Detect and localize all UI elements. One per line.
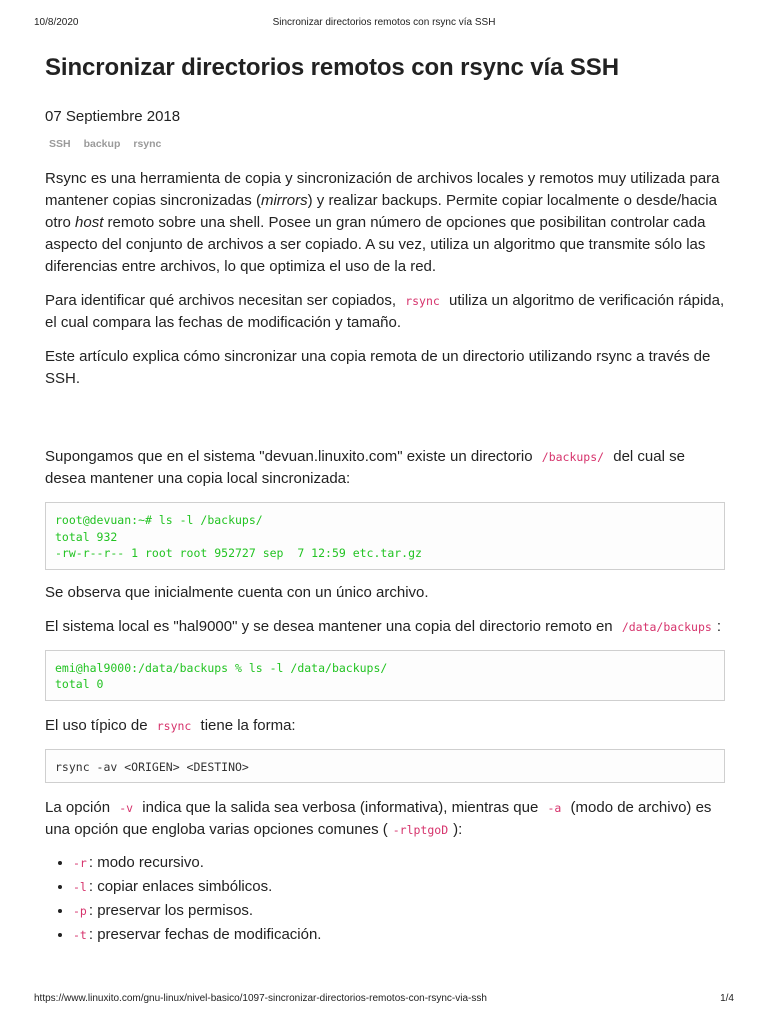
code-block-local-listing: emi@hal9000:/data/backups % ls -l /data/backups/ total 0 — [45, 650, 725, 701]
code-block-usage: rsync -av <ORIGEN> <DESTINO> — [45, 749, 725, 784]
paragraph-single-file: Se observa que inicialmente cuenta con un único archivo. — [45, 583, 429, 601]
inline-code-rsync-usage: rsync — [156, 718, 192, 733]
print-date: 10/8/2020 — [34, 17, 79, 28]
emphasis-mirrors: mirrors — [260, 192, 308, 209]
code-block-remote-listing: root@devuan:~# ls -l /backups/ total 932 -rw-r--r-- 1 root root 952727 sep 7 12:59 etc.tar.gz — [45, 502, 725, 570]
tag-backup[interactable]: backup — [83, 138, 121, 150]
inline-code-backups: /backups/ — [541, 450, 605, 464]
list-item: • -p : preservar los permisos. — [73, 899, 725, 923]
paragraph-local-system: El sistema local es "hal9000" y se desea mantener una copia del directorio remoto en /data/backups : — [45, 617, 721, 635]
list-item: • -t : preservar fechas de modificación. — [73, 923, 725, 947]
inline-code-rsync: rsync — [405, 294, 440, 308]
inline-code-rlptgod: -rlptgoD — [392, 823, 449, 837]
option-code: -p — [73, 904, 87, 918]
option-code: -r — [73, 856, 87, 870]
paragraph-usage: El uso típico de rsync tiene la forma: — [45, 716, 296, 734]
article-title: Sincronizar directorios remotos con rsync vía SSH — [45, 54, 619, 81]
paragraph-options: La opción -v indica que la salida sea verbosa (informativa), mientras que -a (modo de archivo) es una opción que engloba varias opciones comunes ( -rlptgoD ): — [45, 799, 712, 838]
option-code: -l — [73, 880, 87, 894]
inline-code-a: -a — [547, 801, 562, 815]
emphasis-host: host — [75, 214, 104, 231]
print-title: Sincronizar directorios remotos con rsync vía SSH — [272, 17, 496, 28]
print-footer — [0, 993, 768, 1007]
tag-ssh[interactable]: SSH — [49, 138, 71, 150]
article-date: 07 Septiembre 2018 — [45, 108, 181, 125]
print-url[interactable]: https://www.linuxito.com/gnu-linux/nivel-basico/1097-sincronizar-directorios-remotos-con-rsync-via-ssh — [34, 993, 487, 1004]
tag-rsync[interactable]: rsync — [133, 138, 162, 150]
article — [45, 52, 725, 947]
list-item: • -l : copiar enlaces simbólicos. — [73, 875, 725, 899]
print-header — [0, 17, 768, 31]
list-item: • -r : modo recursivo. — [73, 851, 725, 875]
options-list — [45, 851, 725, 947]
intro-paragraph: Rsync es una herramienta de copia y sincronización de archivos locales y remotos muy utilizada para mantener copias sincronizadas (mirrors) y realizar backups. Permite copiar localmente o desde/hacia otro host remoto sobre una shell. Posee un gran número de opciones que posibilitan controlar cada aspecto del conjunto de archivos a ser copiado. A su vez, utiliza un algoritmo que transmite sólo las diferencias entre archivos, lo que optimiza el uso de la red. — [45, 170, 720, 275]
paragraph-algorithm: Para identificar qué archivos necesitan ser copiados, rsync utiliza un algoritmo de verificación rápida, el cual compara las fechas de modificación y tamaño. — [45, 292, 725, 331]
tag-list — [45, 138, 725, 154]
inline-code-v: -v — [119, 801, 134, 815]
paragraph-scope: Este artículo explica cómo sincronizar una copia remota de un directorio utilizando rsync a través de SSH. — [45, 348, 711, 387]
paragraph-scenario: Supongamos que en el sistema "devuan.linuxito.com" existe un directorio /backups/ del cual se desea mantener una copia local sincronizada: — [45, 448, 685, 487]
option-code: -t — [73, 928, 87, 942]
page-number: 1/4 — [720, 993, 734, 1004]
inline-code-data-backups: /data/backups — [621, 619, 712, 634]
